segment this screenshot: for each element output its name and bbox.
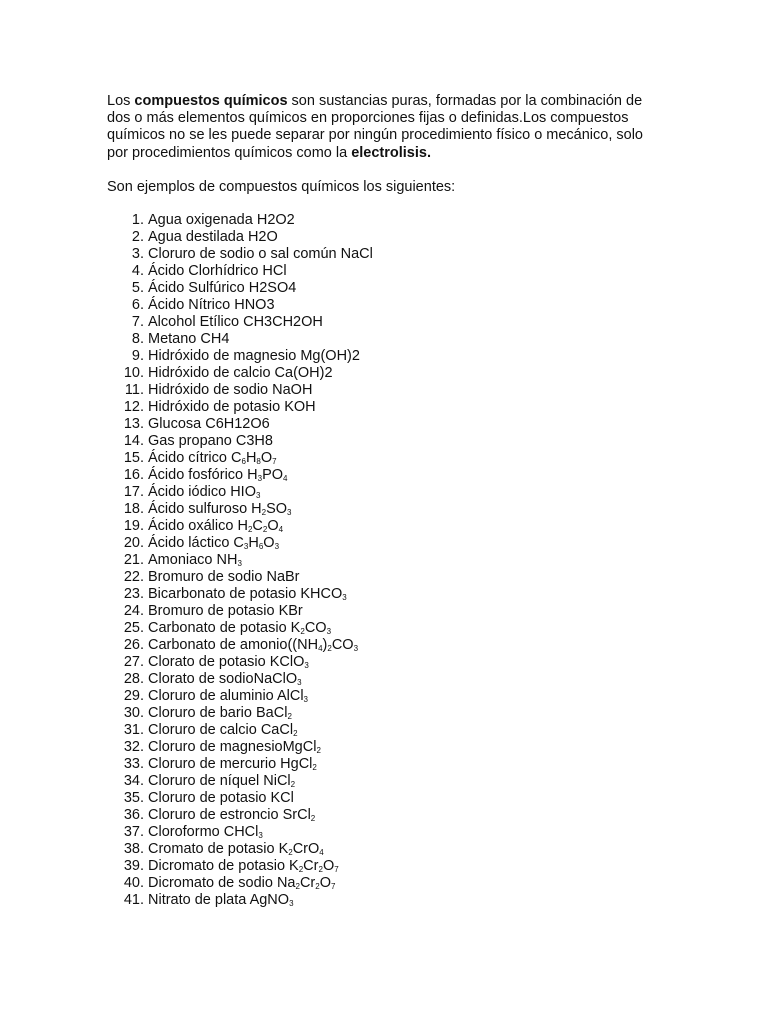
list-item: [107, 586, 373, 603]
list-item: [107, 858, 373, 875]
list-item-number: 14.: [123, 433, 144, 449]
list-item-number: 26.: [123, 637, 144, 653]
intro-paragraph: [107, 93, 667, 162]
list-item-number: 12.: [123, 399, 144, 415]
list-item-number: 4.: [131, 263, 144, 279]
list-item: [107, 603, 373, 620]
list-item: [107, 569, 373, 586]
list-item: [107, 722, 373, 739]
intro-bold-term: compuestos químicos: [134, 93, 288, 109]
list-item-number: 25.: [123, 620, 144, 636]
list-item-text: Cloruro de mercurio HgCl$_2$: [148, 756, 317, 772]
list-item: [107, 875, 373, 892]
list-item-number: 8.: [131, 331, 144, 347]
list-item: [107, 705, 373, 722]
list-item-text: Cloruro de níquel NiCl$_2$: [148, 773, 296, 789]
list-item-number: 36.: [123, 807, 144, 823]
list-item-text: Ácido fosfórico $H_3PO_4$: [148, 467, 288, 483]
list-item-number: 20.: [123, 535, 144, 551]
list-item-text: Bromuro de potasio KBr: [148, 603, 303, 619]
list-item-number: 32.: [123, 739, 144, 755]
list-item-text: Clorato de sodioNaClO$_3$: [148, 671, 302, 687]
list-item-number: 31.: [123, 722, 144, 738]
list-lead-text: Son ejemplos de compuestos químicos los siguientes:: [107, 179, 456, 195]
list-item-number: 10.: [123, 365, 144, 381]
intro-text-1: Los: [107, 93, 135, 109]
list-item: [107, 365, 373, 382]
list-item: [107, 824, 373, 841]
list-item-text: Dicromato de potasio $K_2Cr_2O_7$: [148, 858, 339, 874]
list-item: [107, 620, 373, 637]
list-item-text: Hidróxido de magnesio Mg(OH)2: [148, 348, 360, 364]
list-item: [107, 263, 373, 280]
intro-text-2: son sustancias puras, formadas por la combinación de dos o más elementos químicos en proporciones fijas o definidas.Los compuestos químicos no se les puede separar por ningún procedimiento físico o mecánico, solo por procedimientos químicos como la: [107, 93, 643, 161]
list-item-number: 39.: [123, 858, 144, 874]
list-item-number: 3.: [131, 246, 144, 262]
list-item: [107, 552, 373, 569]
list-item-number: 15.: [123, 450, 144, 466]
list-item-text: Cloruro de aluminio AlCl$_3$: [148, 688, 308, 704]
list-item-number: 22.: [123, 569, 144, 585]
list-item: [107, 450, 373, 467]
list-item-number: 41.: [123, 892, 144, 908]
list-item-text: Cloruro de magnesioMgCl$_2$: [148, 739, 321, 755]
list-item-number: 17.: [123, 484, 144, 500]
list-item-text: Cloruro de potasio KCl: [148, 790, 294, 806]
list-item: [107, 348, 373, 365]
list-item: [107, 501, 373, 518]
list-item-text: Ácido sulfuroso $H_2SO_3$: [148, 501, 292, 517]
list-item-number: 29.: [123, 688, 144, 704]
list-item-number: 13.: [123, 416, 144, 432]
list-item-text: Cloruro de estroncio SrCl$_2$: [148, 807, 316, 823]
list-item-number: 28.: [123, 671, 144, 687]
list-item: [107, 654, 373, 671]
list-item-number: 38.: [123, 841, 144, 857]
list-item-number: 1.: [131, 212, 144, 228]
list-item-text: Clorato de potasio KClO$_3$: [148, 654, 309, 670]
list-item-number: 7.: [131, 314, 144, 330]
list-item: [107, 433, 373, 450]
list-item-text: Hidróxido de calcio Ca(OH)2: [148, 365, 333, 381]
list-item-number: 24.: [123, 603, 144, 619]
list-item: [107, 739, 373, 756]
list-item-text: Cloruro de sodio o sal común NaCl: [148, 246, 373, 262]
list-item-text: Cromato de potasio $K_2CrO_4$: [148, 841, 324, 857]
list-item: [107, 280, 373, 297]
list-item-text: Dicromato de sodio $Na_2Cr_2O_7$: [148, 875, 336, 891]
list-item-text: Ácido Sulfúrico H2SO4: [148, 280, 297, 296]
list-item-text: Hidróxido de potasio KOH: [148, 399, 316, 415]
list-item: [107, 637, 373, 654]
list-item: [107, 297, 373, 314]
list-item-number: 2.: [131, 229, 144, 245]
list-item-text: Ácido cítrico $C_6H_8O_7$: [148, 450, 277, 466]
list-item: [107, 756, 373, 773]
list-item-text: Agua destilada H2O: [148, 229, 278, 245]
list-item-text: Cloruro de calcio CaCl$_2$: [148, 722, 298, 738]
list-item-number: 21.: [123, 552, 144, 568]
list-item-text: Metano CH4: [148, 331, 230, 347]
list-item: [107, 688, 373, 705]
list-item-number: 23.: [123, 586, 144, 602]
list-item: [107, 841, 373, 858]
list-item-number: 40.: [123, 875, 144, 891]
list-item-number: 11.: [124, 382, 144, 398]
list-item-number: 19.: [123, 518, 144, 534]
list-item-text: Amoniaco $NH_3$: [148, 552, 242, 568]
list-item-number: 5.: [131, 280, 144, 296]
list-item: [107, 892, 373, 909]
list-item: [107, 518, 373, 535]
list-item-text: Gas propano C3H8: [148, 433, 273, 449]
list-item-number: 33.: [123, 756, 144, 772]
list-item: [107, 790, 373, 807]
list-item-text: Bicarbonato de potasio $KHCO_3$: [148, 586, 347, 602]
compound-list: [107, 212, 373, 909]
list-item: [107, 467, 373, 484]
list-item-text: Hidróxido de sodio NaOH: [148, 382, 313, 398]
list-item: [107, 535, 373, 552]
list-item: [107, 246, 373, 263]
list-item-text: Agua oxigenada H2O2: [148, 212, 295, 228]
list-item-text: Ácido láctico $C_3H_6O_3$: [148, 535, 280, 551]
list-item: [107, 484, 373, 501]
list-item-text: Ácido iódico $HIO_3$: [148, 484, 261, 500]
list-item: [107, 382, 373, 399]
intro-bold-electrolisis: electrolisis.: [351, 144, 431, 161]
list-item: [107, 229, 373, 246]
list-item-text: Glucosa C6H12O6: [148, 416, 270, 432]
list-item-text: Cloroformo CHCl$_3$: [148, 824, 263, 840]
list-item-number: 6.: [131, 297, 144, 313]
list-item-number: 30.: [123, 705, 144, 721]
list-item-number: 27.: [123, 654, 144, 670]
list-item: [107, 773, 373, 790]
list-item-text: Carbonato de $amonio((NH_4)_2CO_3$: [148, 637, 359, 653]
list-item-number: 16.: [123, 467, 144, 483]
list-item-text: Bromuro de sodio NaBr: [148, 569, 300, 585]
list-item-text: Ácido Nítrico HNO3: [148, 297, 275, 313]
list-item: [107, 331, 373, 348]
list-item-text: Ácido oxálico $H_2C_2O_4$: [148, 518, 284, 534]
list-item: [107, 671, 373, 688]
list-item-number: 37.: [123, 824, 144, 840]
list-item-number: 18.: [123, 501, 144, 517]
list-item-number: 35.: [123, 790, 144, 806]
list-item-text: Cloruro de bario BaCl$_2$: [148, 705, 292, 721]
list-item: [107, 212, 373, 229]
list-item-number: 34.: [123, 773, 144, 789]
list-item: [107, 399, 373, 416]
list-item: [107, 807, 373, 824]
list-item: [107, 416, 373, 433]
list-item-text: Nitrato de plata AgNO$_3$: [148, 892, 294, 908]
list-item-text: Ácido Clorhídrico HCl: [148, 263, 287, 279]
list-item: [107, 314, 373, 331]
list-item-text: Carbonato de potasio $K_2CO_3$: [148, 620, 332, 636]
list-item-text: Alcohol Etílico CH3CH2OH: [148, 314, 323, 330]
list-item-number: 9.: [131, 348, 144, 364]
